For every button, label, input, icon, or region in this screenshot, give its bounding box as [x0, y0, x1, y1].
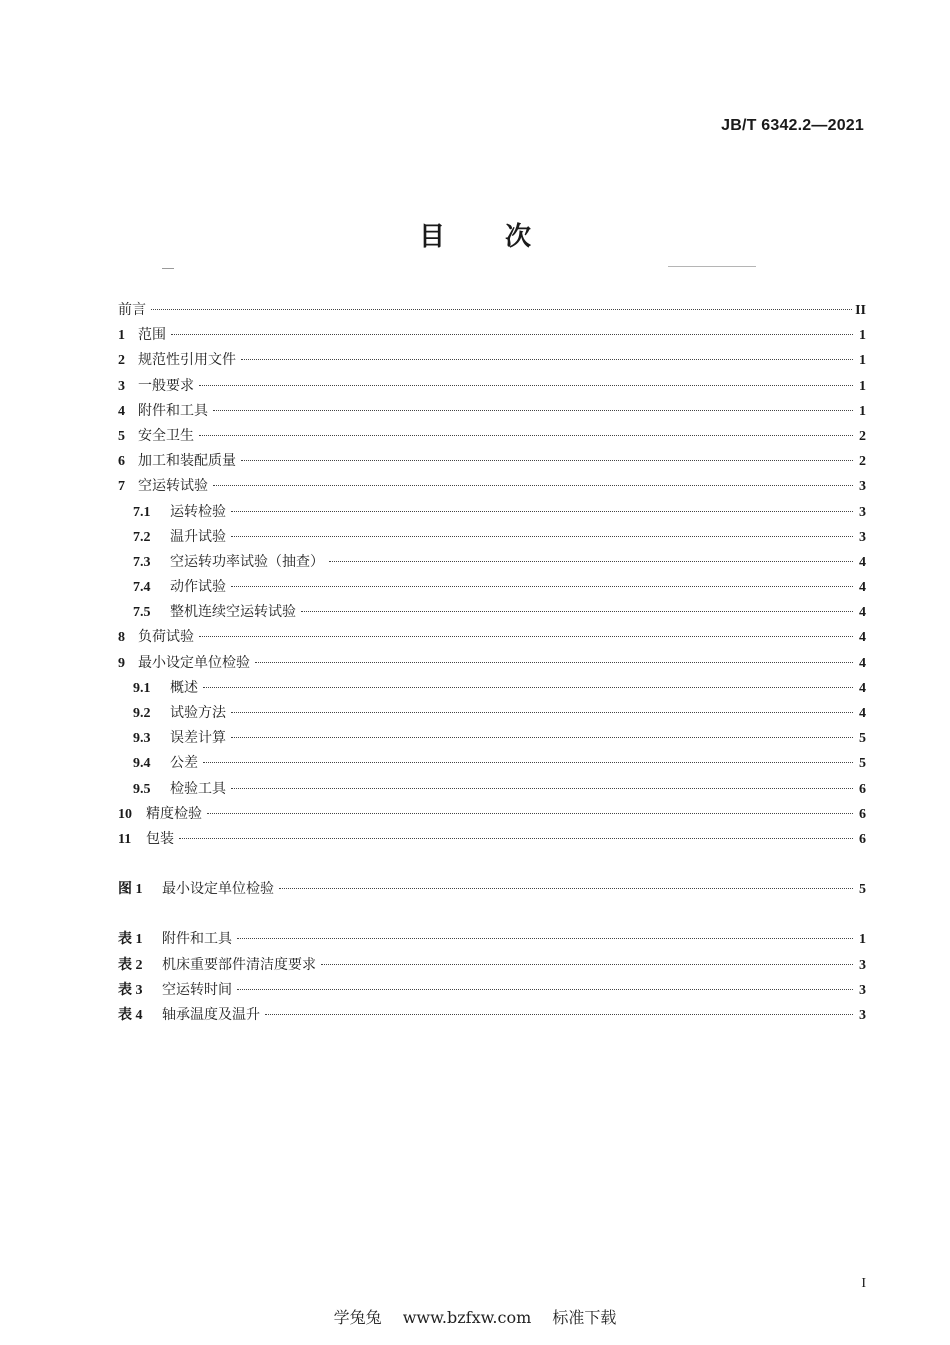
toc-entry-number: 7 — [118, 479, 125, 495]
toc-entry-label: 包装 — [146, 830, 174, 847]
toc-entry-number: 9.1 — [133, 680, 151, 696]
dot-leader — [329, 561, 853, 562]
dot-leader — [279, 888, 853, 889]
toc-entry-number: 6 — [118, 454, 125, 470]
watermark — [0, 1305, 950, 1328]
toc-entry[interactable] — [118, 927, 866, 952]
dot-leader — [241, 460, 853, 461]
dot-leader — [179, 838, 853, 839]
toc-entry[interactable] — [118, 751, 866, 776]
toc-entry-number: 9.5 — [133, 781, 151, 797]
toc-entry-page: 5 — [859, 756, 866, 772]
toc-entry-number: 7.1 — [133, 504, 151, 520]
toc-entry-number: 7.2 — [133, 529, 151, 545]
toc-entry-page: 4 — [859, 630, 866, 646]
toc-entry-page: 4 — [859, 655, 866, 671]
toc-entry-number: 图 1 — [118, 882, 143, 898]
toc-entry-label: 误差计算 — [170, 730, 226, 747]
toc-entry[interactable] — [118, 399, 866, 424]
toc-entry-label: 公差 — [170, 755, 198, 772]
toc-entry-label: 整机连续空运转试验 — [170, 604, 296, 621]
toc-entry[interactable] — [118, 978, 866, 1003]
toc-entry-label: 最小设定单位检验 — [162, 881, 274, 898]
toc-entry-page: 2 — [859, 428, 866, 444]
toc-entry-number: 表 4 — [118, 1007, 143, 1023]
dot-leader — [213, 485, 853, 486]
toc-entry-label: 一般要求 — [138, 377, 194, 394]
toc-entry-number: 5 — [118, 428, 125, 444]
dot-leader — [237, 989, 853, 990]
toc-entry-number: 7.4 — [133, 580, 151, 596]
toc-entry[interactable] — [118, 827, 866, 852]
toc-entry[interactable] — [118, 701, 866, 726]
toc-entry-page: 1 — [859, 328, 866, 344]
toc-entry-label: 附件和工具 — [138, 402, 208, 419]
toc-entry-label: 温升试验 — [170, 528, 226, 545]
dot-leader — [231, 788, 853, 789]
toc-entry-page: 1 — [859, 403, 866, 419]
dot-leader — [171, 334, 853, 335]
toc-entry[interactable] — [118, 575, 866, 600]
dot-leader — [151, 309, 852, 310]
dot-leader — [207, 813, 853, 814]
toc-entry-label: 最小设定单位检验 — [138, 654, 250, 671]
toc-entry-page: 6 — [859, 781, 866, 797]
toc-entry[interactable] — [118, 676, 866, 701]
toc-entry-page: 4 — [859, 554, 866, 570]
toc-entry-page: 4 — [859, 706, 866, 721]
toc-entry-page: 3 — [859, 1007, 866, 1023]
toc-entry-label: 安全卫生 — [138, 427, 194, 444]
dot-leader — [199, 385, 853, 386]
toc-entry-label: 空运转时间 — [162, 981, 232, 998]
toc-entry[interactable] — [118, 525, 866, 550]
toc-entry[interactable] — [118, 1003, 866, 1028]
toc-entry-page: 1 — [859, 353, 866, 369]
toc-entry-label: 负荷试验 — [138, 629, 194, 646]
table-of-contents — [118, 298, 866, 1028]
toc-entry-number: 4 — [118, 403, 125, 419]
toc-entry-label: 空运转试验 — [138, 478, 208, 495]
toc-entry-number: 表 3 — [118, 982, 143, 998]
dot-leader — [231, 712, 853, 713]
toc-entry[interactable] — [118, 449, 866, 474]
toc-entry-page: 4 — [859, 580, 866, 596]
toc-entry[interactable] — [118, 953, 866, 978]
dot-leader — [321, 964, 853, 965]
toc-entry-label: 机床重要部件清洁度要求 — [162, 956, 316, 973]
dot-leader — [231, 511, 853, 512]
toc-entry-number: 2 — [118, 353, 125, 369]
toc-entry[interactable] — [118, 726, 866, 751]
toc-entry[interactable] — [118, 298, 866, 323]
toc-entry-number: 9.3 — [133, 731, 151, 747]
toc-entry-label: 前言 — [118, 302, 146, 318]
dot-leader — [231, 737, 853, 738]
toc-entry[interactable] — [118, 550, 866, 575]
toc-entry-label: 范围 — [138, 327, 166, 344]
toc-entry-page: 3 — [859, 957, 866, 973]
toc-entry-label: 轴承温度及温升 — [162, 1006, 260, 1023]
toc-entry-page: 3 — [859, 504, 866, 520]
toc-entry-label: 检验工具 — [170, 780, 226, 797]
toc-entry-label: 概述 — [170, 679, 198, 696]
page-number: I — [861, 1276, 866, 1291]
toc-entry-label: 空运转功率试验（抽查） — [170, 553, 324, 570]
toc-entry[interactable] — [118, 600, 866, 625]
page-title: 目次 — [418, 222, 591, 252]
toc-entry-page: 3 — [859, 479, 866, 495]
toc-entry-page: 4 — [859, 680, 866, 696]
toc-entry-page: 5 — [859, 731, 866, 747]
toc-entry[interactable] — [118, 651, 866, 676]
toc-entry-number: 7.3 — [133, 554, 151, 570]
dot-leader — [213, 410, 853, 411]
toc-entry[interactable] — [118, 474, 866, 499]
watermark-url: www.bzfxw.com — [402, 1308, 532, 1327]
toc-entry-number: 11 — [118, 831, 132, 847]
toc-entry-label: 精度检验 — [146, 805, 202, 822]
dot-leader — [203, 687, 853, 688]
toc-entry-number: 表 2 — [118, 957, 143, 973]
dot-leader — [301, 611, 853, 612]
toc-entry[interactable] — [118, 323, 866, 348]
toc-entry-page: 6 — [859, 831, 866, 847]
toc-entry-label: 试验方法 — [170, 705, 226, 721]
toc-entry[interactable] — [118, 424, 866, 449]
toc-entry-number: 表 1 — [118, 932, 143, 948]
scan-artifact-line — [668, 266, 756, 267]
dot-leader — [231, 536, 853, 537]
toc-entry-page: 4 — [859, 605, 866, 621]
toc-entry-page: 3 — [859, 982, 866, 998]
toc-entry-label: 加工和装配质量 — [138, 453, 236, 470]
toc-entry-label: 附件和工具 — [162, 931, 232, 948]
dot-leader — [199, 435, 853, 436]
dot-leader — [265, 1014, 853, 1015]
standard-code: JB/T 6342.2—2021 — [721, 117, 864, 134]
toc-entry-page: 3 — [859, 529, 866, 545]
toc-entry-page: 1 — [859, 932, 866, 948]
toc-entry-number: 8 — [118, 630, 125, 646]
toc-entry-number: 1 — [118, 328, 125, 344]
dot-leader — [199, 636, 853, 637]
toc-entry[interactable] — [118, 500, 866, 525]
toc-entry[interactable] — [118, 877, 866, 902]
dot-leader — [237, 938, 853, 939]
toc-entry[interactable] — [118, 625, 866, 650]
toc-entry[interactable] — [118, 348, 866, 373]
toc-entry-page: 5 — [859, 882, 866, 898]
watermark-text: 学兔兔 — [333, 1308, 382, 1327]
toc-entry-number: 9 — [118, 655, 125, 671]
toc-entry-page: 2 — [859, 454, 866, 470]
toc-entry-number: 10 — [118, 806, 132, 822]
toc-entry-page: 1 — [859, 378, 866, 394]
toc-entry-page: II — [855, 303, 866, 318]
toc-entry[interactable] — [118, 374, 866, 399]
watermark-text: 标准下载 — [552, 1308, 617, 1327]
dot-leader — [231, 586, 853, 587]
toc-entry-number: 9.2 — [133, 706, 151, 721]
toc-entry-number: 3 — [118, 378, 125, 394]
toc-entry[interactable] — [118, 802, 866, 827]
dot-leader — [203, 762, 853, 763]
toc-entry-number: 9.4 — [133, 756, 151, 772]
toc-entry-label: 规范性引用文件 — [138, 352, 236, 369]
toc-entry[interactable] — [118, 777, 866, 802]
toc-entry-number: 7.5 — [133, 605, 151, 621]
scan-artifact-line — [162, 268, 174, 269]
dot-leader — [241, 359, 853, 360]
toc-entry-page: 6 — [859, 806, 866, 822]
dot-leader — [255, 662, 853, 663]
toc-entry-label: 运转检验 — [170, 503, 226, 520]
toc-entry-label: 动作试验 — [170, 579, 226, 596]
